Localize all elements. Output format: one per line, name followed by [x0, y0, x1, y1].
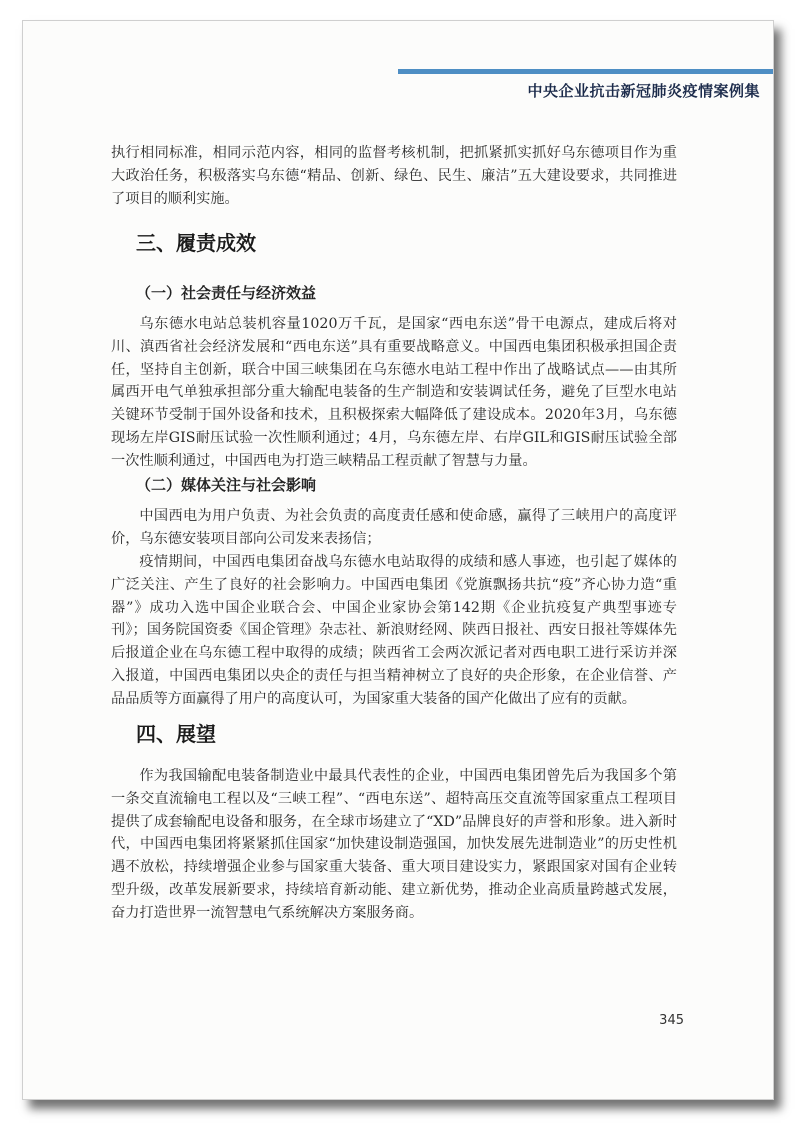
section-heading-results: 三、履责成效 [136, 231, 256, 255]
header-rule [398, 69, 773, 74]
page-number: 345 [659, 1013, 684, 1028]
subsection-heading-media: （二）媒体关注与社会影响 [136, 476, 317, 494]
section-heading-outlook: 四、展望 [136, 722, 216, 746]
subsection-heading-social-economic: （一）社会责任与经济效益 [136, 284, 317, 302]
intro-paragraph: 执行相同标准，相同示范内容，相同的监督考核机制，把抓紧抓实抓好乌东德项目作为重大政治任务，积极落实乌东德“精品、创新、绿色、民生、廉洁”五大建设要求，共同推进了项目的顺利实施。 [111, 145, 677, 207]
running-header-title: 中央企业抗击新冠肺炎疫情案例集 [527, 82, 760, 100]
paragraph-social-economic: 乌东德水电站总装机容量1020万千瓦，是国家“西电东送”骨干电源点，建成后将对川、滇西省社会经济发展和“西电东送”具有重要战略意义。中国西电集团积极承担国企责任，坚持自主创新，联合中国三峡集团在乌东德水电站工程中作出了战略试点——由其所属西开电气单独承担部分重大输配电装备的生产制造和安装调试任务，避免了巨型水电站关键环节受制于国外设备和技术，且积极探索大幅降低了建设成本。2020年3月，乌东德现场左岸GIS耐压试验一次性顺利通过；4月，乌东德左岸、右岸GIL和GIS耐压试验全部一次性顺利通过，中国西电为打造三峡精品工程贡献了智慧与力量。 [111, 316, 677, 469]
paragraph-media-2: 疫情期间，中国西电集团奋战乌东德水电站取得的成绩和感人事迹，也引起了媒体的广泛关注、产生了良好的社会影响力。中国西电集团《党旗飘扬共抗“疫”齐心协力造“重器”》成功入选中国企业联合会、中国企业家协会第142期《企业抗疫复产典型事迹专刊》；国务院国资委《国企管理》杂志社、新浪财经网、陕西日报社、西安日报社等媒体先后报道企业在乌东德工程中取得的成绩；陕西省工会两次派记者对西电职工进行采访并深入报道，中国西电集团以央企的责任与担当精神树立了良好的央企形象，在企业信誉、产品品质等方面赢得了用户的高度认可，为国家重大装备的国产化做出了应有的贡献。 [111, 554, 677, 707]
paragraph-media-1: 中国西电为用户负责、为社会负责的高度责任感和使命感，赢得了三峡用户的高度评价，乌东德安装项目部向公司发来表扬信； [111, 508, 677, 547]
paragraph-outlook: 作为我国输配电装备制造业中最具代表性的企业，中国西电集团曾先后为我国多个第一条交直流输电工程以及“三峡工程”、“西电东送”、超特高压交直流等国家重点工程项目提供了成套输配电设备和服务，在全球市场建立了“XD”品牌良好的声誉和形象。进入新时代，中国西电集团将紧紧抓住国家“加快建设制造强国，加快发展先进制造业”的历史性机遇不放松，持续增强企业参与国家重大装备、重大项目建设实力，紧跟国家对国有企业转型升级，改革发展新要求，持续培育新动能、建立新优势，推动企业高质量跨越式发展，奋力打造世界一流智慧电气系统解决方案服务商。 [111, 768, 677, 921]
